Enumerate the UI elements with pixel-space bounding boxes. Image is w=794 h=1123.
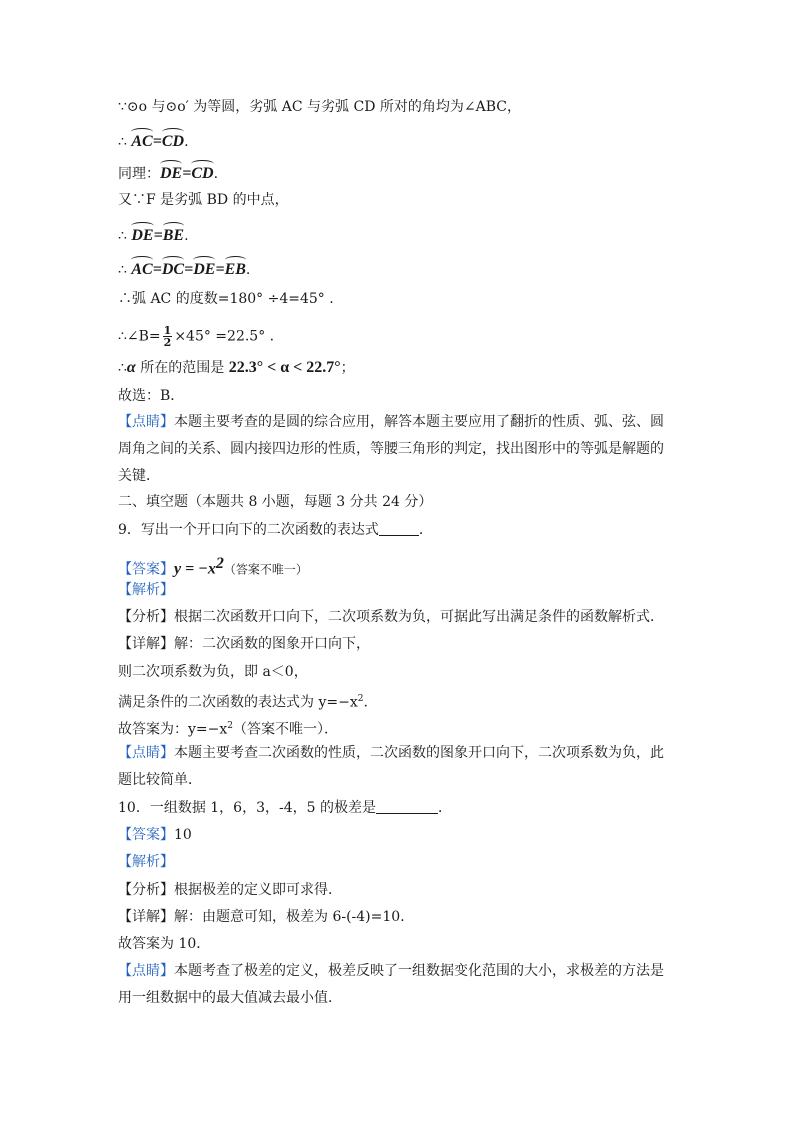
equals-sign: = [152,261,162,278]
period: . [184,228,189,244]
fraction-one-half: $\frac{1}{2}$ [163,324,172,349]
text: 本题考查了极差的定义，极差反映了一组数据变化范围的大小，求极差的方法是 [174,963,664,979]
answer-tag: 【答案】 [118,827,174,843]
text: 关键． [118,468,160,484]
arc-ac: AC [131,256,152,280]
period: . [184,134,189,150]
proof-line-angle-b [118,325,678,348]
comment-tag: 【点睛】 [118,963,174,979]
period: . [213,166,219,182]
text: ∵⊙o 与⊙o′ 为等圆，劣弧 AC 与劣弧 CD 所对的角均为∠ABC， [118,99,521,115]
detail-line-10-1 [118,907,678,927]
superscript: 2 [215,555,224,572]
equals-sign: = [215,261,225,278]
comment-line-10-2 [118,988,678,1008]
proof-line-arc-degree [118,289,678,309]
detail-line-9-3 [118,689,678,713]
answer-note: （答案不唯一） [223,562,308,577]
text: ×45° =22.5° . [174,328,275,345]
arc-cd: CD [162,128,184,152]
period: . [363,694,368,711]
question-text: 10．一组数据 1，6，3，-4，5 的极差是 [118,800,376,816]
arc-be: BE [163,222,184,246]
text: ∴∠B= [118,328,161,345]
text: 解：二次函数的图象开口向下， [174,636,370,652]
arc-cd: CD [191,160,213,184]
label: 同理： [118,166,160,182]
text: 本题主要考查二次函数的性质，二次函数的图象开口向下，二次项系数为负，此 [174,745,664,761]
proof-line-arc-ac-cd [118,128,678,152]
proof-line-alpha-range [118,358,678,378]
analysis-label: 【分析】 [118,882,174,898]
range-expression: 22.3° < α < 22.7° [228,359,341,376]
question-10 [118,798,678,818]
detail-label: 【详解】 [118,636,174,652]
therefore-symbol: ∴ [118,262,127,278]
arc-de: DE [160,160,182,184]
text: 周角之间的关系、圆内接四边形的性质，等腰三角形的判定，找出图形中的等弧是解题的 [118,441,664,457]
detail-line-9-1 [118,634,678,654]
proof-line-similarly [118,160,678,184]
superscript: 2 [227,721,233,731]
answer-expression: y = −x [174,560,216,578]
text: 解：由题意可知，极差为 6-(-4)=10． [174,909,415,925]
analysis-line-10 [118,880,678,900]
answer-tag: 【答案】 [118,561,174,578]
text: 根据二次函数开口向下，二次项系数为负，可据此写出满足条件的函数解析式． [174,609,664,625]
equals-sign: = [184,261,194,278]
analysis-label: 【分析】 [118,609,174,625]
text: 满足条件的二次函数的表达式为 y=−x [118,694,358,711]
arc-dc: DC [162,256,184,280]
superscript: 2 [357,694,364,704]
detail-line-9-2 [118,662,678,682]
comment-line-3 [118,466,678,486]
text: ∴弧 AC 的度数=180° ÷4=45° . [118,291,334,307]
period: . [245,262,251,278]
text: 则二次项系数为负，即 a＜0， [118,664,308,680]
arc-de: DE [131,222,153,246]
answer-line-9 [118,554,678,580]
proof-line-four-arcs [118,256,678,280]
analysis-tag: 【解析】 [118,854,174,870]
proof-line-arc-de-be [118,222,678,246]
answer-choice-line [118,386,678,406]
alpha-symbol: α [126,359,136,376]
question-9 [118,520,678,540]
detail-line-9-4 [118,716,678,740]
text: 又∵F 是劣弧 BD 的中点， [118,192,289,208]
text: 本题主要考查的是圆的综合应用，解答本题主要应用了翻折的性质、弧、弦、圆 [174,414,664,430]
comment-tag: 【点睛】 [118,745,174,761]
therefore-symbol: ∴ [118,134,127,150]
text: 题比较简单． [118,772,202,788]
comment-line-2 [118,439,678,459]
section-heading-fill-in [118,492,678,512]
answer-line-10 [118,825,678,845]
text: 根据极差的定义即可求得． [174,882,342,898]
comment-line-10-1 [118,961,678,981]
arc-eb: EB [225,256,246,280]
text: 用一组数据中的最大值减去最小值． [118,990,342,1006]
detail-label: 【详解】 [118,909,174,925]
text: 故答案为：y=−x [118,721,228,738]
comment-line-9-2 [118,770,678,790]
answer-blank [376,799,438,814]
comment-line-9-1 [118,743,678,763]
text: （答案不唯一）． [233,721,338,738]
text: 二、填空题（本题共 8 小题，每题 3 分共 24 分） [118,494,433,510]
answer-blank [379,521,419,536]
analysis-tag: 【解析】 [118,582,174,598]
question-text: 9．写出一个开口向下的二次函数的表达式 [118,522,379,538]
text: 故答案为 10． [118,936,211,952]
arc-de: DE [193,256,215,280]
comment-tag: 【点睛】 [118,414,174,430]
period: ． [418,522,433,538]
proof-line-equal-circles [118,97,678,117]
analysis-heading-9 [118,580,678,600]
comment-line-1 [118,412,678,432]
therefore-symbol: ∴ [118,228,127,244]
text: 所在的范围是 [135,360,229,376]
proof-line-midpoint [118,190,678,210]
equals-sign: = [152,133,162,150]
equals-sign: = [182,165,192,182]
detail-line-10-2 [118,934,678,954]
answer-value: 10 [174,827,192,843]
analysis-line-9 [118,607,678,627]
text: ； [340,360,355,376]
text: 故选：B． [118,388,185,404]
therefore-symbol: ∴ [118,360,127,376]
arc-ac: AC [131,128,152,152]
analysis-heading-10 [118,852,678,872]
period: ． [437,800,452,816]
equals-sign: = [153,227,163,244]
